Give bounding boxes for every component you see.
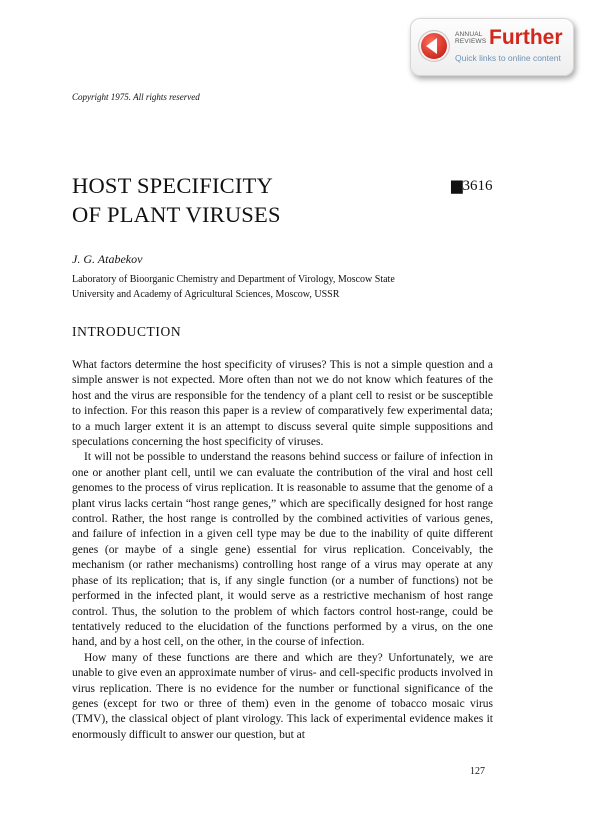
further-label: Further	[489, 26, 563, 49]
affiliation-line-2: University and Academy of Agricultural Sciences, Moscow, USSR	[72, 289, 340, 300]
body-text	[72, 358, 493, 743]
affiliation-line-1: Laboratory of Bioorganic Chemistry and Department of Virology, Moscow State	[72, 274, 395, 285]
article-id: ▆3616	[451, 178, 493, 194]
paragraph-2: It will not be possible to understand the reasons behind success or failure of infection in one or another plant cell, until we can evaluate the contribution of the viral and host cell genomes to the process of virus replication. It is reasonable to assume that the genome of a plant virus lacks certain “host range genes,” which are specifically designed for host range control. Rather, the host range is controlled by the combined activities of various genes, and failure of infection in a given cell type may be due to the inability of quite different genes (or maybe of a single gene) essential for virus replication. Conceivably, the mechanism (or rather mechanisms) controlling host range of a virus may operate at any phase of its replication; that is, if any single function (or a number of functions) not be performed in the infected plant, it would serve as a restrictive mechanism of host range control. Thus, the solution to the problem of which factors control host-range, could be tentatively reduced to the elucidation of the functions performed by a virus, on the one hand, and by a host cell, on the other, in the course of infection.	[72, 451, 493, 649]
author-affiliation	[72, 272, 482, 302]
annual-reviews-logo	[455, 31, 486, 45]
copyright-notice: Copyright 1975. All rights reserved	[72, 92, 200, 102]
article-title	[72, 171, 281, 229]
paragraph-3: How many of these functions are there and which are they? Unfortunately, we are unable to give even an approximate number of virus- and cell-specific products involved in virus replication. There is no evidence for the number or functional significance of the genes (except for two or three of them) even in the genome of tobacco mosaic virus (TMV), the classical object of plant virology. This lack of experimental evidence makes it enormously difficult to answer our question, but at	[72, 651, 493, 741]
further-badge[interactable]	[410, 18, 574, 76]
page-number: 127	[470, 766, 485, 777]
brand-line-2: REVIEWS	[455, 38, 487, 45]
paragraph-1: What factors determine the host specificity of viruses? This is not a simple question and a simple answer is not expected. More often than not we do not know which features of the host and the virus are responsible for the tendency of a plant cell to resist or be susceptible to infection. For this reason this paper is a review of comparatively few experimental data; to a much larger extent it is an attempt to discuss several quite simple suppositions and speculations concerning the host specificity of viruses.	[72, 359, 493, 449]
left-arrow-icon	[426, 38, 437, 54]
section-heading: INTRODUCTION	[72, 324, 182, 339]
author-name: J. G. Atabekov	[72, 252, 143, 266]
title-line-1: HOST SPECIFICITY	[72, 173, 273, 198]
title-line-2: OF PLANT VIRUSES	[72, 202, 281, 227]
brand-line-1: ANNUAL	[455, 31, 483, 38]
further-tagline[interactable]: Quick links to online content	[455, 53, 561, 63]
